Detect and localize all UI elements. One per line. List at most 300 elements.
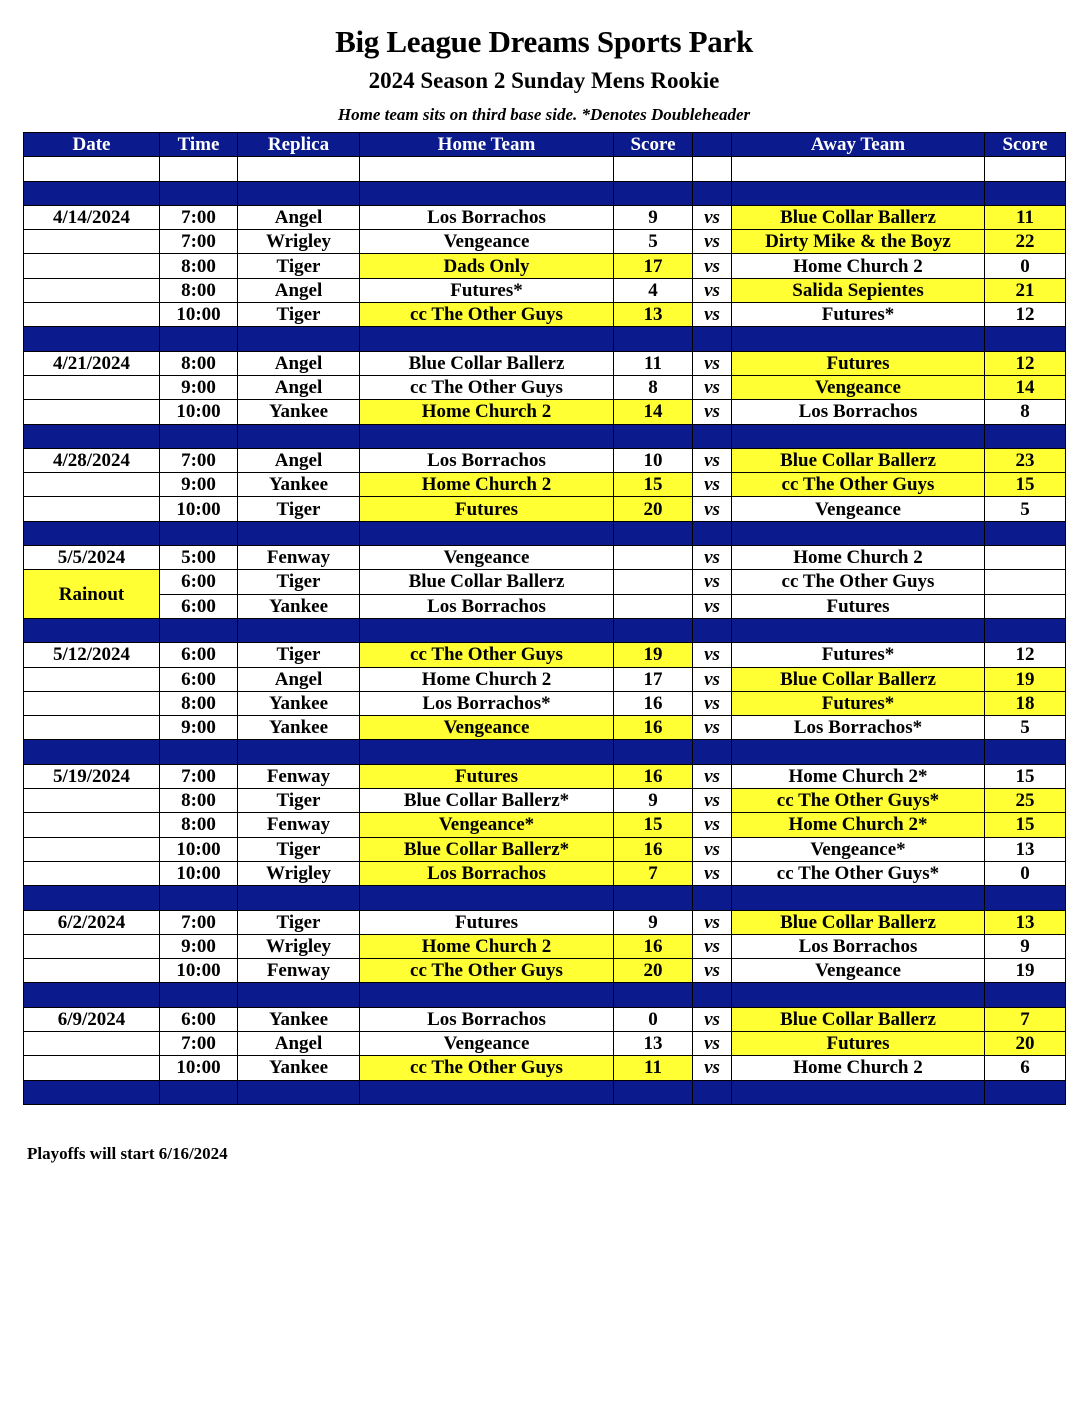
game-row [24,716,1066,740]
vs-label: vs [693,813,732,837]
separator-cell [693,983,732,1007]
game-time: 9:00 [160,716,238,740]
game-time: 9:00 [160,375,238,399]
separator-row [24,521,1066,545]
game-row [24,643,1066,667]
home-score [614,570,693,594]
away-score: 18 [985,691,1066,715]
home-team: Blue Collar Ballerz [360,351,614,375]
game-replica: Fenway [238,813,360,837]
game-date: 6/9/2024 [24,1007,160,1031]
away-team: Blue Collar Ballerz [732,667,985,691]
away-team: Blue Collar Ballerz [732,1007,985,1031]
separator-row [24,424,1066,448]
home-team: Futures [360,764,614,788]
separator-row [24,1080,1066,1104]
vs-label: vs [693,910,732,934]
separator-row [24,181,1066,205]
separator-cell [24,181,160,205]
separator-cell [238,1080,360,1104]
game-date [24,861,160,885]
game-replica: Fenway [238,764,360,788]
blank-cell [693,157,732,181]
blank-cell [985,157,1066,181]
home-score: 0 [614,1007,693,1031]
separator-cell [24,521,160,545]
away-team: Futures [732,351,985,375]
away-score: 20 [985,1031,1066,1055]
separator-cell [24,327,160,351]
separator-cell [160,983,238,1007]
separator-cell [693,327,732,351]
game-row [24,910,1066,934]
vs-label: vs [693,351,732,375]
game-row [24,789,1066,813]
separator-cell [985,327,1066,351]
home-team: Vengeance [360,230,614,254]
game-replica: Yankee [238,594,360,618]
separator-cell [360,424,614,448]
page-note: Home team sits on third base side. *Denotes Doubleheader [337,105,751,124]
away-team: Home Church 2 [732,1056,985,1080]
game-time: 6:00 [160,594,238,618]
game-time: 7:00 [160,205,238,229]
separator-cell [238,424,360,448]
game-replica: Angel [238,278,360,302]
home-score: 16 [614,764,693,788]
game-date [24,716,160,740]
home-team: cc The Other Guys [360,959,614,983]
game-replica: Yankee [238,473,360,497]
separator-cell [24,1080,160,1104]
separator-cell [238,886,360,910]
game-date [24,473,160,497]
game-time: 7:00 [160,910,238,934]
separator-cell [238,983,360,1007]
away-score: 5 [985,497,1066,521]
away-score: 12 [985,351,1066,375]
vs-label: vs [693,837,732,861]
home-score: 5 [614,230,693,254]
home-team: Los Borrachos* [360,691,614,715]
home-team: Los Borrachos [360,205,614,229]
separator-cell [732,618,985,642]
separator-cell [693,181,732,205]
game-time: 6:00 [160,643,238,667]
separator-cell [24,886,160,910]
away-team: Vengeance* [732,837,985,861]
game-time: 8:00 [160,789,238,813]
away-score [985,594,1066,618]
game-time: 7:00 [160,1031,238,1055]
home-team: Futures [360,910,614,934]
separator-cell [693,886,732,910]
separator-cell [693,740,732,764]
game-replica: Fenway [238,546,360,570]
separator-cell [693,1080,732,1104]
away-score: 15 [985,764,1066,788]
separator-cell [614,424,693,448]
separator-cell [732,983,985,1007]
away-team: Vengeance [732,497,985,521]
away-team: Futures [732,594,985,618]
away-team: Futures* [732,643,985,667]
game-row [24,546,1066,570]
page-subtitle: 2024 Season 2 Sunday Mens Rookie [368,68,720,93]
separator-cell [732,1080,985,1104]
home-team: Vengeance [360,546,614,570]
game-date [24,959,160,983]
separator-cell [614,740,693,764]
game-row [24,1056,1066,1080]
home-score: 11 [614,351,693,375]
away-team: Futures* [732,303,985,327]
game-row [24,667,1066,691]
separator-cell [360,740,614,764]
vs-label: vs [693,959,732,983]
home-score: 9 [614,789,693,813]
home-team: Blue Collar Ballerz [360,570,614,594]
col-header-date: Date [24,133,160,157]
game-replica: Tiger [238,497,360,521]
away-score: 23 [985,448,1066,472]
game-time: 5:00 [160,546,238,570]
vs-label: vs [693,205,732,229]
game-row [24,254,1066,278]
separator-cell [238,181,360,205]
separator-cell [985,521,1066,545]
away-score: 8 [985,400,1066,424]
game-row [24,861,1066,885]
home-team: Home Church 2 [360,934,614,958]
game-date [24,303,160,327]
game-replica: Wrigley [238,230,360,254]
away-score: 19 [985,667,1066,691]
separator-cell [360,886,614,910]
game-date [24,278,160,302]
separator-cell [732,327,985,351]
away-score: 15 [985,813,1066,837]
game-date: 4/21/2024 [24,351,160,375]
home-score: 4 [614,278,693,302]
separator-cell [360,327,614,351]
game-date [24,497,160,521]
away-score: 7 [985,1007,1066,1031]
game-replica: Tiger [238,254,360,278]
away-team: Vengeance [732,959,985,983]
vs-label: vs [693,716,732,740]
separator-cell [985,424,1066,448]
game-row [24,813,1066,837]
away-score: 0 [985,254,1066,278]
game-replica: Wrigley [238,934,360,958]
home-score: 7 [614,861,693,885]
game-time: 8:00 [160,351,238,375]
home-team: cc The Other Guys [360,1056,614,1080]
game-row [24,594,1066,618]
separator-cell [160,327,238,351]
separator-row [24,983,1066,1007]
game-replica: Yankee [238,716,360,740]
game-replica: Tiger [238,570,360,594]
separator-cell [732,521,985,545]
game-date: 4/28/2024 [24,448,160,472]
vs-label: vs [693,497,732,521]
vs-label: vs [693,934,732,958]
away-team: Home Church 2 [732,254,985,278]
game-row [24,351,1066,375]
separator-cell [985,181,1066,205]
separator-cell [238,521,360,545]
separator-cell [160,618,238,642]
separator-cell [693,424,732,448]
home-score: 20 [614,497,693,521]
away-team: Blue Collar Ballerz [732,910,985,934]
game-date [24,789,160,813]
game-replica: Tiger [238,789,360,813]
game-time: 10:00 [160,861,238,885]
separator-cell [614,521,693,545]
vs-label: vs [693,667,732,691]
away-team: cc The Other Guys [732,473,985,497]
blank-cell [360,157,614,181]
game-date [24,691,160,715]
game-date [24,667,160,691]
away-score: 0 [985,861,1066,885]
game-replica: Fenway [238,959,360,983]
separator-cell [360,618,614,642]
game-date [24,254,160,278]
separator-row [24,327,1066,351]
away-score: 5 [985,716,1066,740]
schedule-table [23,132,1066,1105]
game-date [24,400,160,424]
home-team: Los Borrachos [360,861,614,885]
separator-cell [614,327,693,351]
separator-cell [614,618,693,642]
separator-cell [24,424,160,448]
col-header-time: Time [160,133,238,157]
away-team: cc The Other Guys* [732,789,985,813]
vs-label: vs [693,1007,732,1031]
home-score: 16 [614,837,693,861]
away-team: Futures* [732,691,985,715]
home-score: 15 [614,813,693,837]
away-score: 12 [985,303,1066,327]
game-replica: Tiger [238,303,360,327]
home-team: Los Borrachos [360,594,614,618]
game-replica: Tiger [238,837,360,861]
separator-cell [160,181,238,205]
home-team: cc The Other Guys [360,375,614,399]
home-score: 16 [614,934,693,958]
rainout-cell: Rainout [24,570,160,619]
game-replica: Angel [238,205,360,229]
col-header-home-score: Score [614,133,693,157]
home-score: 17 [614,254,693,278]
separator-cell [732,181,985,205]
game-time: 6:00 [160,1007,238,1031]
home-score [614,546,693,570]
game-time: 6:00 [160,570,238,594]
home-score: 13 [614,303,693,327]
game-row [24,1007,1066,1031]
home-score: 9 [614,205,693,229]
separator-cell [160,521,238,545]
game-date [24,837,160,861]
game-row [24,570,1066,594]
game-row [24,278,1066,302]
game-time: 10:00 [160,1056,238,1080]
separator-cell [160,1080,238,1104]
blank-cell [614,157,693,181]
home-team: Futures [360,497,614,521]
away-score: 12 [985,643,1066,667]
home-team: Blue Collar Ballerz* [360,789,614,813]
home-score: 8 [614,375,693,399]
vs-label: vs [693,254,732,278]
game-time: 10:00 [160,837,238,861]
blank-row [24,157,1066,181]
vs-label: vs [693,643,732,667]
home-team: Home Church 2 [360,667,614,691]
vs-label: vs [693,570,732,594]
blank-cell [732,157,985,181]
away-score: 11 [985,205,1066,229]
vs-label: vs [693,861,732,885]
separator-cell [985,983,1066,1007]
away-score: 13 [985,837,1066,861]
game-time: 10:00 [160,497,238,521]
home-score: 9 [614,910,693,934]
game-time: 7:00 [160,764,238,788]
game-date [24,1031,160,1055]
game-replica: Angel [238,667,360,691]
separator-cell [985,618,1066,642]
vs-label: vs [693,303,732,327]
away-score: 6 [985,1056,1066,1080]
game-date [24,375,160,399]
game-date [24,230,160,254]
game-time: 6:00 [160,667,238,691]
separator-cell [732,740,985,764]
game-replica: Angel [238,1031,360,1055]
separator-cell [985,1080,1066,1104]
game-row [24,205,1066,229]
separator-row [24,618,1066,642]
away-score: 21 [985,278,1066,302]
separator-cell [360,1080,614,1104]
game-row [24,837,1066,861]
away-score [985,546,1066,570]
away-score: 25 [985,789,1066,813]
home-score: 10 [614,448,693,472]
away-score: 19 [985,959,1066,983]
away-team: Home Church 2 [732,546,985,570]
away-score: 13 [985,910,1066,934]
game-date [24,934,160,958]
home-team: Home Church 2 [360,400,614,424]
separator-cell [614,983,693,1007]
game-replica: Angel [238,448,360,472]
separator-cell [614,886,693,910]
game-row [24,400,1066,424]
game-row [24,303,1066,327]
vs-label: vs [693,691,732,715]
col-header-vs [693,133,732,157]
game-time: 8:00 [160,691,238,715]
away-team: Los Borrachos [732,934,985,958]
vs-label: vs [693,448,732,472]
away-score: 14 [985,375,1066,399]
game-row [24,375,1066,399]
home-team: Futures* [360,278,614,302]
game-row [24,1031,1066,1055]
away-team: Salida Sepientes [732,278,985,302]
vs-label: vs [693,400,732,424]
game-time: 7:00 [160,230,238,254]
separator-cell [732,424,985,448]
home-score [614,594,693,618]
game-replica: Angel [238,375,360,399]
away-team: Los Borrachos* [732,716,985,740]
game-time: 10:00 [160,400,238,424]
separator-cell [238,618,360,642]
game-row [24,448,1066,472]
away-team: Futures [732,1031,985,1055]
blank-cell [24,157,160,181]
separator-cell [985,740,1066,764]
away-team: cc The Other Guys* [732,861,985,885]
col-header-away-score: Score [985,133,1066,157]
home-team: cc The Other Guys [360,303,614,327]
vs-label: vs [693,764,732,788]
home-score: 13 [614,1031,693,1055]
separator-cell [24,618,160,642]
home-team: cc The Other Guys [360,643,614,667]
game-replica: Yankee [238,1007,360,1031]
game-row [24,764,1066,788]
home-team: Los Borrachos [360,448,614,472]
game-row [24,230,1066,254]
game-time: 10:00 [160,303,238,327]
game-replica: Yankee [238,691,360,715]
game-row [24,473,1066,497]
game-replica: Yankee [238,400,360,424]
away-team: cc The Other Guys [732,570,985,594]
game-date: 5/5/2024 [24,546,160,570]
game-time: 9:00 [160,934,238,958]
page-title: Big League Dreams Sports Park [335,24,753,59]
home-score: 19 [614,643,693,667]
away-team: Blue Collar Ballerz [732,205,985,229]
game-time: 7:00 [160,448,238,472]
away-team: Los Borrachos [732,400,985,424]
home-score: 15 [614,473,693,497]
game-time: 8:00 [160,813,238,837]
away-score: 22 [985,230,1066,254]
vs-label: vs [693,375,732,399]
away-team: Home Church 2* [732,764,985,788]
away-team: Home Church 2* [732,813,985,837]
col-header-home-team: Home Team [360,133,614,157]
blank-cell [238,157,360,181]
schedule-body [24,157,1066,1105]
vs-label: vs [693,594,732,618]
home-team: Blue Collar Ballerz* [360,837,614,861]
separator-cell [160,424,238,448]
game-row [24,934,1066,958]
